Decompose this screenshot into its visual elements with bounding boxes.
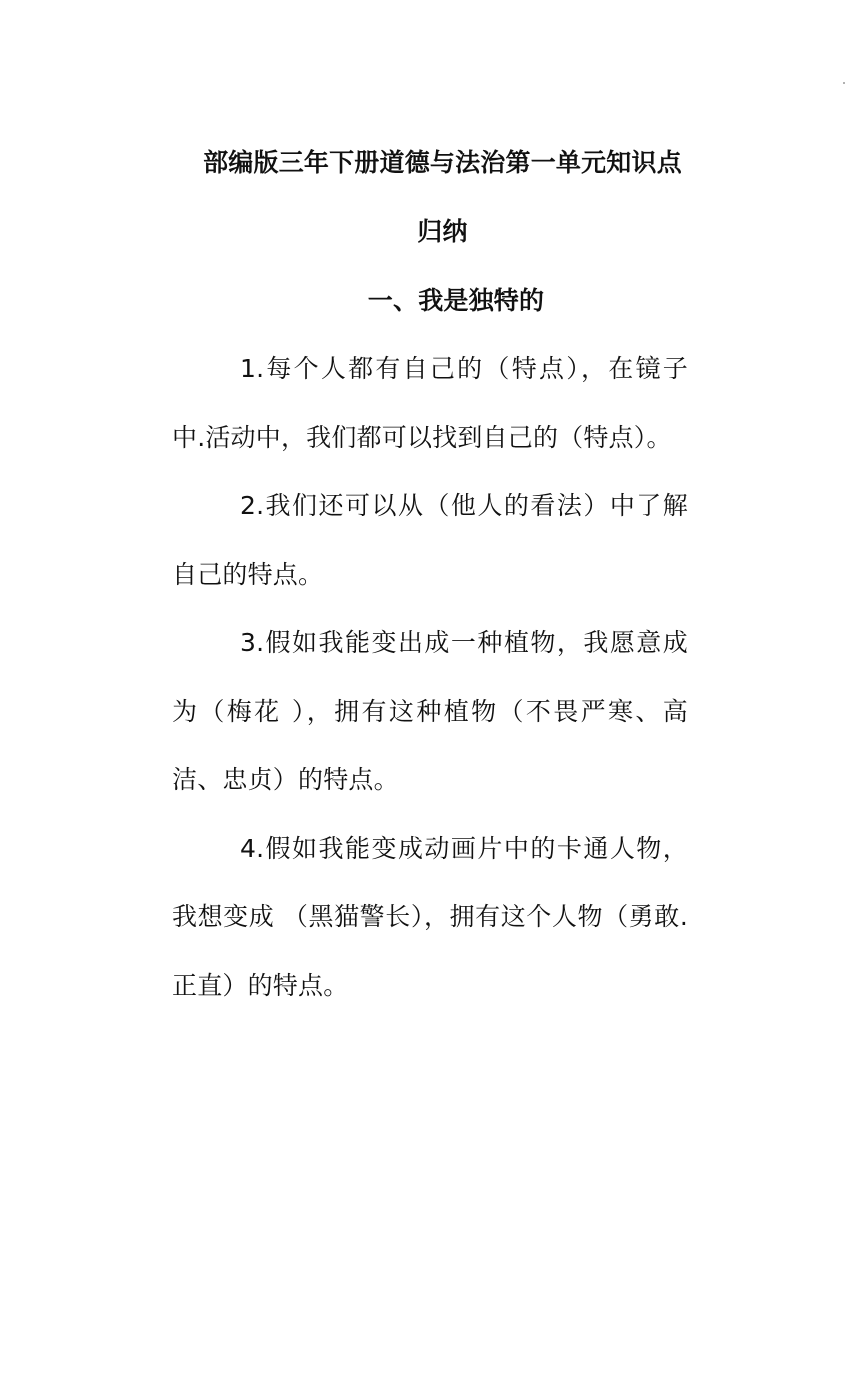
paragraph-4: 4.假如我能变成动画片中的卡通人物，我想变成 （黑猫警长），拥有这个人物（勇敢.正直）的特点。 (172, 833, 688, 1000)
paragraph-2: 2.我们还可以从（他人的看法）中了解自己的特点。 (172, 491, 688, 589)
section-heading: 一、我是独特的 (367, 286, 545, 315)
paragraph-3: 3.假如我能变出成一种植物，我愿意成为（梅花 ），拥有这种植物（不畏严寒、高洁、忠贞）的特点。 (172, 628, 688, 794)
page-speck (843, 82, 845, 84)
document-title: 部编版三年下册道德与法治第一单元知识点归纳 (203, 148, 682, 246)
paragraph-1: 1.每个人都有自己的（特点），在镜子中.活动中，我们都可以找到自己的（特点）。 (172, 354, 688, 452)
document-body (172, 128, 688, 1020)
